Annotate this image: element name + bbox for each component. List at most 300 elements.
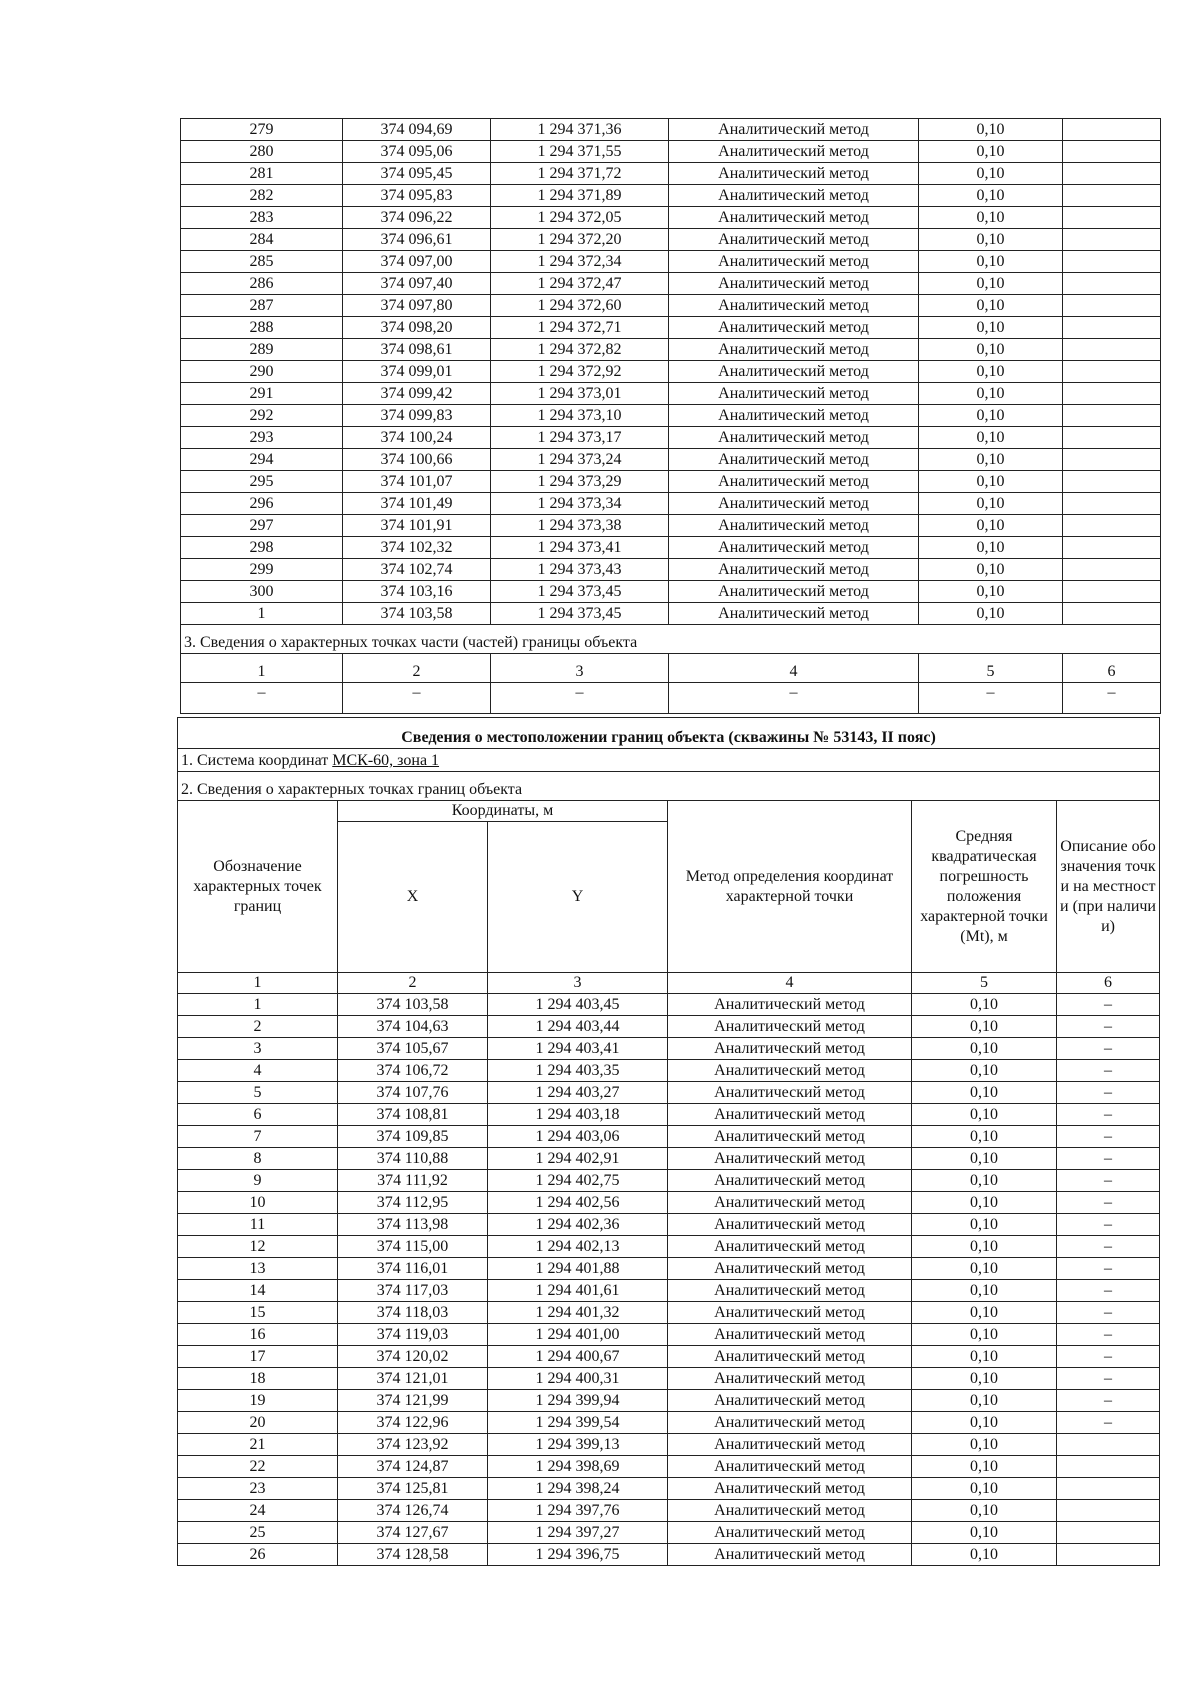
accuracy: 0,10 bbox=[912, 1082, 1057, 1104]
coord-x: 374 097,00 bbox=[343, 251, 491, 273]
point-number: 2 bbox=[178, 1016, 338, 1038]
description bbox=[1063, 383, 1161, 405]
coord-x: 374 100,66 bbox=[343, 449, 491, 471]
section3-col-numbers bbox=[181, 654, 1161, 683]
table-row bbox=[181, 427, 1161, 449]
method: Аналитический метод bbox=[669, 471, 919, 493]
method: Аналитический метод bbox=[669, 581, 919, 603]
description: – bbox=[1057, 1302, 1160, 1324]
description bbox=[1057, 1500, 1160, 1522]
accuracy: 0,10 bbox=[912, 1236, 1057, 1258]
coord-x: 374 095,45 bbox=[343, 163, 491, 185]
coord-x: 374 099,01 bbox=[343, 361, 491, 383]
coord-x: 374 126,74 bbox=[338, 1500, 488, 1522]
point-number: 293 bbox=[181, 427, 343, 449]
section-title-row bbox=[178, 718, 1160, 749]
description bbox=[1063, 427, 1161, 449]
accuracy: 0,10 bbox=[912, 1500, 1057, 1522]
accuracy: 0,10 bbox=[912, 1214, 1057, 1236]
method: Аналитический метод bbox=[669, 449, 919, 471]
description bbox=[1063, 339, 1161, 361]
coord-y: 1 294 373,01 bbox=[491, 383, 669, 405]
method: Аналитический метод bbox=[668, 1148, 912, 1170]
table-row bbox=[181, 119, 1161, 141]
coord-x: 374 125,81 bbox=[338, 1478, 488, 1500]
section3-col-2: 2 bbox=[343, 654, 491, 683]
points-label: 2. Сведения о характерных точках границ объекта bbox=[178, 772, 1160, 801]
method: Аналитический метод bbox=[669, 537, 919, 559]
coord-y: 1 294 372,47 bbox=[491, 273, 669, 295]
point-number: 26 bbox=[178, 1544, 338, 1566]
accuracy: 0,10 bbox=[912, 1412, 1057, 1434]
coord-y: 1 294 372,92 bbox=[491, 361, 669, 383]
table-row bbox=[181, 361, 1161, 383]
accuracy: 0,10 bbox=[919, 493, 1063, 515]
point-number: 1 bbox=[181, 603, 343, 625]
method: Аналитический метод bbox=[669, 251, 919, 273]
coord-x: 374 095,06 bbox=[343, 141, 491, 163]
accuracy: 0,10 bbox=[919, 295, 1063, 317]
description: – bbox=[1057, 1236, 1160, 1258]
coord-y: 1 294 373,24 bbox=[491, 449, 669, 471]
table-row bbox=[178, 1192, 1160, 1214]
point-number: 23 bbox=[178, 1478, 338, 1500]
table-row bbox=[178, 1038, 1160, 1060]
accuracy: 0,10 bbox=[919, 339, 1063, 361]
method: Аналитический метод bbox=[669, 295, 919, 317]
point-number: 297 bbox=[181, 515, 343, 537]
point-number: 295 bbox=[181, 471, 343, 493]
coord-x: 374 096,61 bbox=[343, 229, 491, 251]
method: Аналитический метод bbox=[668, 1038, 912, 1060]
method: Аналитический метод bbox=[668, 1346, 912, 1368]
description bbox=[1063, 361, 1161, 383]
coord-y: 1 294 372,71 bbox=[491, 317, 669, 339]
section3-row bbox=[181, 625, 1161, 654]
table-row bbox=[178, 1148, 1160, 1170]
description: – bbox=[1057, 1038, 1160, 1060]
accuracy: 0,10 bbox=[912, 1346, 1057, 1368]
coord-y: 1 294 373,29 bbox=[491, 471, 669, 493]
coord-y: 1 294 371,36 bbox=[491, 119, 669, 141]
coord-x: 374 121,99 bbox=[338, 1390, 488, 1412]
accuracy: 0,10 bbox=[912, 1192, 1057, 1214]
coord-y: 1 294 401,88 bbox=[488, 1258, 668, 1280]
accuracy: 0,10 bbox=[919, 515, 1063, 537]
coord-y: 1 294 402,36 bbox=[488, 1214, 668, 1236]
point-number: 24 bbox=[178, 1500, 338, 1522]
section3-dash-1: – bbox=[181, 683, 343, 714]
method: Аналитический метод bbox=[668, 1126, 912, 1148]
method: Аналитический метод bbox=[668, 1412, 912, 1434]
point-number: 296 bbox=[181, 493, 343, 515]
method: Аналитический метод bbox=[668, 1060, 912, 1082]
header-description: Описание обозначения точки на местности (при наличии) bbox=[1057, 801, 1160, 973]
col-number-4: 4 bbox=[668, 973, 912, 994]
coord-x: 374 099,83 bbox=[343, 405, 491, 427]
coord-x: 374 102,74 bbox=[343, 559, 491, 581]
section3-col-6: 6 bbox=[1063, 654, 1161, 683]
table2-body bbox=[178, 718, 1160, 1566]
coord-x: 374 107,76 bbox=[338, 1082, 488, 1104]
method: Аналитический метод bbox=[668, 1390, 912, 1412]
col-number-6: 6 bbox=[1057, 973, 1160, 994]
point-number: 25 bbox=[178, 1522, 338, 1544]
accuracy: 0,10 bbox=[912, 1324, 1057, 1346]
coord-y: 1 294 398,69 bbox=[488, 1456, 668, 1478]
table-row bbox=[178, 1346, 1160, 1368]
method: Аналитический метод bbox=[668, 1170, 912, 1192]
table-row bbox=[178, 1126, 1160, 1148]
coord-x: 374 123,92 bbox=[338, 1434, 488, 1456]
point-number: 280 bbox=[181, 141, 343, 163]
point-number: 292 bbox=[181, 405, 343, 427]
coord-y: 1 294 401,61 bbox=[488, 1280, 668, 1302]
table-row bbox=[181, 405, 1161, 427]
coord-y: 1 294 372,34 bbox=[491, 251, 669, 273]
accuracy: 0,10 bbox=[912, 994, 1057, 1016]
description bbox=[1063, 317, 1161, 339]
method: Аналитический метод bbox=[669, 273, 919, 295]
table-row bbox=[181, 537, 1161, 559]
description: – bbox=[1057, 1412, 1160, 1434]
point-number: 8 bbox=[178, 1148, 338, 1170]
table-row bbox=[178, 1258, 1160, 1280]
coord-x: 374 102,32 bbox=[343, 537, 491, 559]
coord-x: 374 110,88 bbox=[338, 1148, 488, 1170]
table-row bbox=[181, 339, 1161, 361]
coord-x: 374 104,63 bbox=[338, 1016, 488, 1038]
point-number: 284 bbox=[181, 229, 343, 251]
boundary-points-table-continued bbox=[180, 118, 1161, 714]
description bbox=[1057, 1544, 1160, 1566]
description bbox=[1063, 559, 1161, 581]
col-number-5: 5 bbox=[912, 973, 1057, 994]
section3-dash-row bbox=[181, 683, 1161, 714]
object-boundary-table bbox=[177, 717, 1160, 1566]
method: Аналитический метод bbox=[669, 515, 919, 537]
description: – bbox=[1057, 1170, 1160, 1192]
section3-dash-3: – bbox=[491, 683, 669, 714]
description bbox=[1063, 581, 1161, 603]
coord-y: 1 294 403,06 bbox=[488, 1126, 668, 1148]
coord-x: 374 109,85 bbox=[338, 1126, 488, 1148]
point-number: 16 bbox=[178, 1324, 338, 1346]
accuracy: 0,10 bbox=[912, 1280, 1057, 1302]
section3-col-3: 3 bbox=[491, 654, 669, 683]
coord-x: 374 098,61 bbox=[343, 339, 491, 361]
point-number: 283 bbox=[181, 207, 343, 229]
accuracy: 0,10 bbox=[912, 1126, 1057, 1148]
accuracy: 0,10 bbox=[919, 119, 1063, 141]
method: Аналитический метод bbox=[669, 559, 919, 581]
accuracy: 0,10 bbox=[919, 537, 1063, 559]
method: Аналитический метод bbox=[669, 163, 919, 185]
accuracy: 0,10 bbox=[912, 1016, 1057, 1038]
table-row bbox=[181, 559, 1161, 581]
table-row bbox=[178, 1170, 1160, 1192]
accuracy: 0,10 bbox=[912, 1038, 1057, 1060]
method: Аналитический метод bbox=[669, 361, 919, 383]
accuracy: 0,10 bbox=[919, 405, 1063, 427]
accuracy: 0,10 bbox=[919, 449, 1063, 471]
coord-x: 374 103,16 bbox=[343, 581, 491, 603]
table-row bbox=[181, 273, 1161, 295]
table-row bbox=[181, 603, 1161, 625]
description bbox=[1063, 251, 1161, 273]
coord-x: 374 117,03 bbox=[338, 1280, 488, 1302]
table-row bbox=[178, 1434, 1160, 1456]
description bbox=[1063, 493, 1161, 515]
method: Аналитический метод bbox=[669, 185, 919, 207]
coord-y: 1 294 403,41 bbox=[488, 1038, 668, 1060]
coord-x: 374 097,80 bbox=[343, 295, 491, 317]
coord-y: 1 294 398,24 bbox=[488, 1478, 668, 1500]
table-row bbox=[178, 1236, 1160, 1258]
point-number: 6 bbox=[178, 1104, 338, 1126]
header-designation: Обозначение характерных точек границ bbox=[178, 801, 338, 973]
point-number: 19 bbox=[178, 1390, 338, 1412]
method: Аналитический метод bbox=[669, 229, 919, 251]
coord-x: 374 096,22 bbox=[343, 207, 491, 229]
coord-x: 374 124,87 bbox=[338, 1456, 488, 1478]
point-number: 18 bbox=[178, 1368, 338, 1390]
coord-x: 374 103,58 bbox=[343, 603, 491, 625]
point-number: 289 bbox=[181, 339, 343, 361]
method: Аналитический метод bbox=[669, 427, 919, 449]
table-row bbox=[178, 1412, 1160, 1434]
description bbox=[1057, 1456, 1160, 1478]
accuracy: 0,10 bbox=[912, 1478, 1057, 1500]
coord-x: 374 105,67 bbox=[338, 1038, 488, 1060]
accuracy: 0,10 bbox=[912, 1060, 1057, 1082]
point-number: 299 bbox=[181, 559, 343, 581]
point-number: 13 bbox=[178, 1258, 338, 1280]
coord-x: 374 101,07 bbox=[343, 471, 491, 493]
coord-x: 374 108,81 bbox=[338, 1104, 488, 1126]
coord-system-value: МСК-60, зона 1 bbox=[332, 752, 440, 769]
description bbox=[1063, 515, 1161, 537]
accuracy: 0,10 bbox=[912, 1258, 1057, 1280]
table-row bbox=[181, 515, 1161, 537]
coord-y: 1 294 373,17 bbox=[491, 427, 669, 449]
accuracy: 0,10 bbox=[919, 471, 1063, 493]
point-number: 14 bbox=[178, 1280, 338, 1302]
coord-x: 374 106,72 bbox=[338, 1060, 488, 1082]
table-row bbox=[178, 1390, 1160, 1412]
coord-y: 1 294 397,27 bbox=[488, 1522, 668, 1544]
coord-x: 374 111,92 bbox=[338, 1170, 488, 1192]
section-title: Сведения о местоположении границ объекта (скважины № 53143, II пояс) bbox=[178, 718, 1160, 749]
accuracy: 0,10 bbox=[919, 229, 1063, 251]
description bbox=[1063, 603, 1161, 625]
coord-x: 374 100,24 bbox=[343, 427, 491, 449]
header-coords: Координаты, м bbox=[338, 801, 668, 822]
method: Аналитический метод bbox=[668, 1302, 912, 1324]
description bbox=[1063, 163, 1161, 185]
coord-x: 374 097,40 bbox=[343, 273, 491, 295]
coord-y: 1 294 373,41 bbox=[491, 537, 669, 559]
point-number: 290 bbox=[181, 361, 343, 383]
point-number: 291 bbox=[181, 383, 343, 405]
point-number: 12 bbox=[178, 1236, 338, 1258]
coord-y: 1 294 399,54 bbox=[488, 1412, 668, 1434]
table-row bbox=[178, 1214, 1160, 1236]
accuracy: 0,10 bbox=[912, 1456, 1057, 1478]
point-number: 3 bbox=[178, 1038, 338, 1060]
point-number: 20 bbox=[178, 1412, 338, 1434]
method: Аналитический метод bbox=[668, 1434, 912, 1456]
table-row bbox=[181, 229, 1161, 251]
coord-y: 1 294 403,35 bbox=[488, 1060, 668, 1082]
coord-y: 1 294 403,27 bbox=[488, 1082, 668, 1104]
table-row bbox=[178, 1456, 1160, 1478]
method: Аналитический метод bbox=[668, 1214, 912, 1236]
point-number: 286 bbox=[181, 273, 343, 295]
col-number-3: 3 bbox=[488, 973, 668, 994]
coord-x: 374 095,83 bbox=[343, 185, 491, 207]
point-number: 11 bbox=[178, 1214, 338, 1236]
coord-x: 374 128,58 bbox=[338, 1544, 488, 1566]
coord-system-prefix: 1. Система координат bbox=[181, 752, 333, 769]
coord-y: 1 294 373,38 bbox=[491, 515, 669, 537]
section3-col-5: 5 bbox=[919, 654, 1063, 683]
point-number: 285 bbox=[181, 251, 343, 273]
coord-y: 1 294 373,10 bbox=[491, 405, 669, 427]
coord-x: 374 118,03 bbox=[338, 1302, 488, 1324]
col-numbers-row bbox=[178, 973, 1160, 994]
method: Аналитический метод bbox=[669, 603, 919, 625]
point-number: 10 bbox=[178, 1192, 338, 1214]
point-number: 282 bbox=[181, 185, 343, 207]
coord-x: 374 119,03 bbox=[338, 1324, 488, 1346]
method: Аналитический метод bbox=[669, 493, 919, 515]
header-method: Метод определения координат характерной точки bbox=[668, 801, 912, 973]
description bbox=[1063, 537, 1161, 559]
table-row bbox=[178, 1302, 1160, 1324]
coord-y: 1 294 403,18 bbox=[488, 1104, 668, 1126]
accuracy: 0,10 bbox=[919, 559, 1063, 581]
method: Аналитический метод bbox=[668, 1016, 912, 1038]
coord-x: 374 120,02 bbox=[338, 1346, 488, 1368]
accuracy: 0,10 bbox=[912, 1148, 1057, 1170]
table-row bbox=[181, 317, 1161, 339]
method: Аналитический метод bbox=[668, 1104, 912, 1126]
description bbox=[1063, 405, 1161, 427]
accuracy: 0,10 bbox=[919, 251, 1063, 273]
coord-x: 374 121,01 bbox=[338, 1368, 488, 1390]
method: Аналитический метод bbox=[668, 1236, 912, 1258]
description bbox=[1057, 1522, 1160, 1544]
accuracy: 0,10 bbox=[912, 1434, 1057, 1456]
coord-y: 1 294 399,13 bbox=[488, 1434, 668, 1456]
coord-x: 374 094,69 bbox=[343, 119, 491, 141]
description: – bbox=[1057, 1258, 1160, 1280]
section3-col-4: 4 bbox=[669, 654, 919, 683]
coord-y: 1 294 372,60 bbox=[491, 295, 669, 317]
point-number: 5 bbox=[178, 1082, 338, 1104]
method: Аналитический метод bbox=[668, 994, 912, 1016]
coord-y: 1 294 373,34 bbox=[491, 493, 669, 515]
description: – bbox=[1057, 1082, 1160, 1104]
accuracy: 0,10 bbox=[919, 361, 1063, 383]
table-row bbox=[178, 1060, 1160, 1082]
method: Аналитический метод bbox=[669, 207, 919, 229]
description bbox=[1063, 207, 1161, 229]
description bbox=[1057, 1434, 1160, 1456]
point-number: 279 bbox=[181, 119, 343, 141]
table-row bbox=[178, 1082, 1160, 1104]
section3-dash-6: – bbox=[1063, 683, 1161, 714]
point-number: 294 bbox=[181, 449, 343, 471]
table-row bbox=[178, 1016, 1160, 1038]
coord-y: 1 294 402,91 bbox=[488, 1148, 668, 1170]
header-accuracy-text: Средняя квадратическая погрешность положения характерной точки (Mt), м bbox=[920, 827, 1048, 945]
table-row bbox=[181, 581, 1161, 603]
coord-y: 1 294 372,05 bbox=[491, 207, 669, 229]
accuracy: 0,10 bbox=[912, 1170, 1057, 1192]
point-number: 287 bbox=[181, 295, 343, 317]
point-number: 22 bbox=[178, 1456, 338, 1478]
method: Аналитический метод bbox=[668, 1258, 912, 1280]
accuracy: 0,10 bbox=[912, 1104, 1057, 1126]
accuracy: 0,10 bbox=[919, 581, 1063, 603]
description: – bbox=[1057, 1214, 1160, 1236]
accuracy: 0,10 bbox=[919, 427, 1063, 449]
coord-x: 374 099,42 bbox=[343, 383, 491, 405]
method: Аналитический метод bbox=[668, 1192, 912, 1214]
coord-system-row bbox=[178, 749, 1160, 772]
coord-y: 1 294 403,44 bbox=[488, 1016, 668, 1038]
coord-y: 1 294 371,72 bbox=[491, 163, 669, 185]
table-row bbox=[178, 1368, 1160, 1390]
coord-x: 374 113,98 bbox=[338, 1214, 488, 1236]
col-number-1: 1 bbox=[178, 973, 338, 994]
header-accuracy bbox=[912, 801, 1057, 973]
coord-y: 1 294 401,00 bbox=[488, 1324, 668, 1346]
coord-x: 374 112,95 bbox=[338, 1192, 488, 1214]
accuracy: 0,10 bbox=[912, 1390, 1057, 1412]
table-row bbox=[181, 251, 1161, 273]
accuracy: 0,10 bbox=[919, 207, 1063, 229]
accuracy: 0,10 bbox=[912, 1522, 1057, 1544]
description bbox=[1063, 471, 1161, 493]
description: – bbox=[1057, 1104, 1160, 1126]
description: – bbox=[1057, 994, 1160, 1016]
description bbox=[1063, 273, 1161, 295]
point-number: 9 bbox=[178, 1170, 338, 1192]
accuracy: 0,10 bbox=[919, 185, 1063, 207]
description bbox=[1057, 1478, 1160, 1500]
method: Аналитический метод bbox=[668, 1082, 912, 1104]
method: Аналитический метод bbox=[668, 1456, 912, 1478]
coord-y: 1 294 373,43 bbox=[491, 559, 669, 581]
coord-system-line bbox=[178, 749, 1160, 772]
point-number: 1 bbox=[178, 994, 338, 1016]
method: Аналитический метод bbox=[669, 141, 919, 163]
method: Аналитический метод bbox=[669, 405, 919, 427]
table-row bbox=[181, 493, 1161, 515]
coord-y: 1 294 400,67 bbox=[488, 1346, 668, 1368]
section3-label: 3. Сведения о характерных точках части (частей) границы объекта bbox=[181, 625, 1161, 654]
description: – bbox=[1057, 1192, 1160, 1214]
method: Аналитический метод bbox=[669, 383, 919, 405]
method: Аналитический метод bbox=[668, 1500, 912, 1522]
method: Аналитический метод bbox=[669, 317, 919, 339]
point-number: 15 bbox=[178, 1302, 338, 1324]
description: – bbox=[1057, 1060, 1160, 1082]
point-number: 288 bbox=[181, 317, 343, 339]
